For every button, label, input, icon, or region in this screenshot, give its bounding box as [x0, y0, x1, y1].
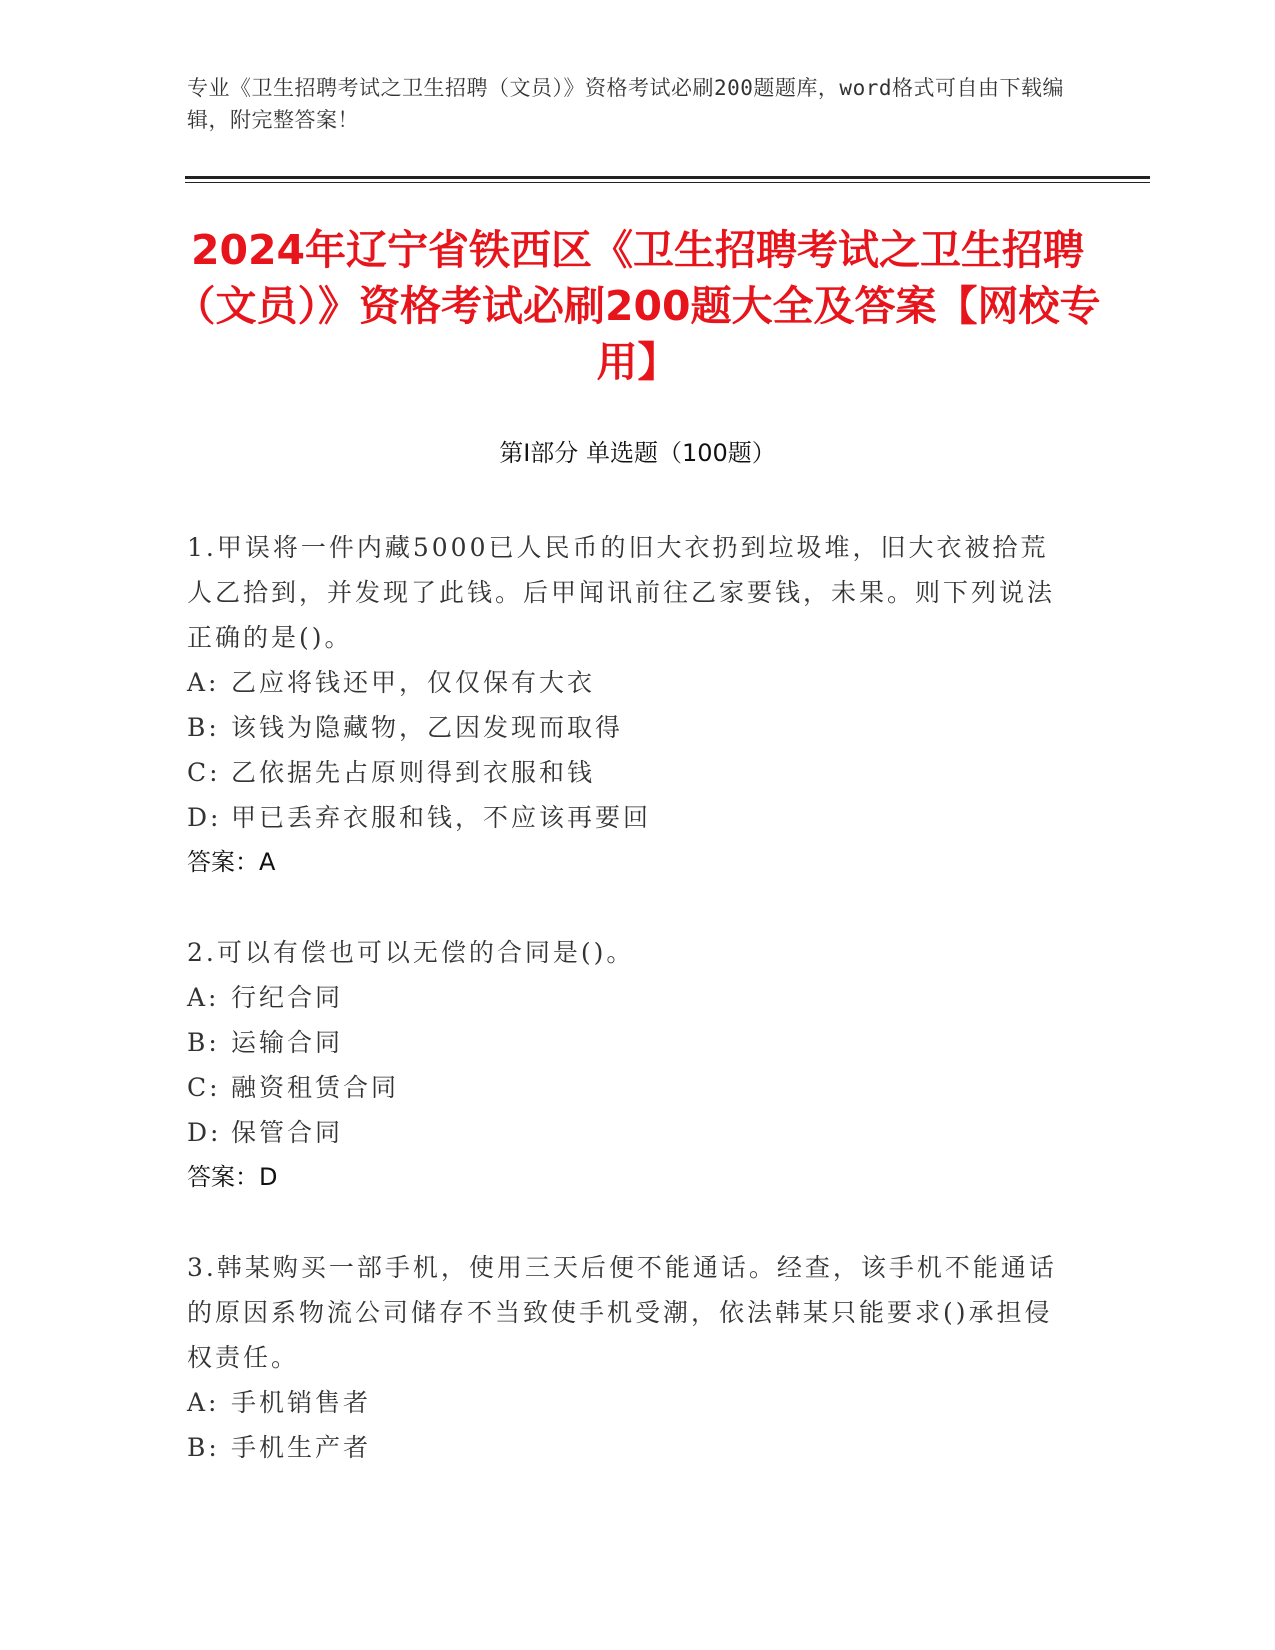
- option-letter: C:: [187, 758, 221, 787]
- option-d: [187, 795, 1067, 840]
- header-divider-thin: [185, 182, 1150, 183]
- option-text: 甲已丢弃衣服和钱，不应该再要回: [231, 803, 652, 832]
- option-text: 手机销售者: [231, 1388, 372, 1417]
- option-text: 保管合同: [231, 1118, 344, 1147]
- option-c: [187, 750, 1067, 795]
- section-title: 第Ⅰ部分 单选题（100题）: [499, 439, 776, 467]
- question-3: [187, 1245, 1067, 1470]
- option-text: 行纪合同: [231, 983, 344, 1012]
- question-stem: 2.可以有偿也可以无偿的合同是()。: [187, 938, 635, 967]
- question-stem: 1.甲误将一件内藏5000已人民币的旧大衣扔到垃圾堆，旧大衣被拾荒人乙拾到，并发现了此钱。后甲闻讯前往乙家要钱，未果。则下列说法正确的是()。: [187, 533, 1056, 652]
- option-text: 手机生产者: [231, 1433, 372, 1462]
- answer-line: 答案：D: [187, 1163, 278, 1191]
- question-1: [187, 525, 1067, 885]
- answer-line: 答案：A: [187, 848, 276, 876]
- option-c: [187, 1065, 1067, 1110]
- option-text: 乙应将钱还甲，仅仅保有大衣: [231, 668, 596, 697]
- option-letter: B:: [187, 1433, 220, 1462]
- question-list: [187, 525, 1067, 1515]
- option-d: [187, 1110, 1067, 1155]
- option-letter: A:: [187, 668, 220, 697]
- option-text: 运输合同: [231, 1028, 344, 1057]
- option-a: [187, 1380, 1067, 1425]
- option-letter: D:: [187, 1118, 222, 1147]
- option-text: 融资租赁合同: [231, 1073, 400, 1102]
- option-letter: C:: [187, 1073, 221, 1102]
- option-letter: D:: [187, 803, 222, 832]
- option-b: [187, 1425, 1067, 1470]
- option-letter: A:: [187, 1388, 220, 1417]
- option-text: 乙依据先占原则得到衣服和钱: [231, 758, 596, 787]
- question-stem: 3.韩某购买一部手机，使用三天后便不能通话。经查，该手机不能通话的原因系物流公司储存不当致使手机受潮，依法韩某只能要求()承担侵权责任。: [187, 1253, 1057, 1372]
- option-b: [187, 705, 1067, 750]
- document-title: 2024年辽宁省铁西区《卫生招聘考试之卫生招聘（文员）》资格考试必刷200题大全及答案【网校专用】: [174, 226, 1101, 386]
- question-2: [187, 930, 1067, 1200]
- header-note: 专业《卫生招聘考试之卫生招聘（文员）》资格考试必刷200题题库，word格式可自由下载编辑，附完整答案！: [187, 76, 1064, 132]
- option-a: [187, 660, 1067, 705]
- option-letter: A:: [187, 983, 220, 1012]
- option-b: [187, 1020, 1067, 1065]
- option-letter: B:: [187, 1028, 220, 1057]
- option-letter: B:: [187, 713, 220, 742]
- option-a: [187, 975, 1067, 1020]
- header-divider-thick: [185, 176, 1150, 179]
- option-text: 该钱为隐藏物，乙因发现而取得: [231, 713, 624, 742]
